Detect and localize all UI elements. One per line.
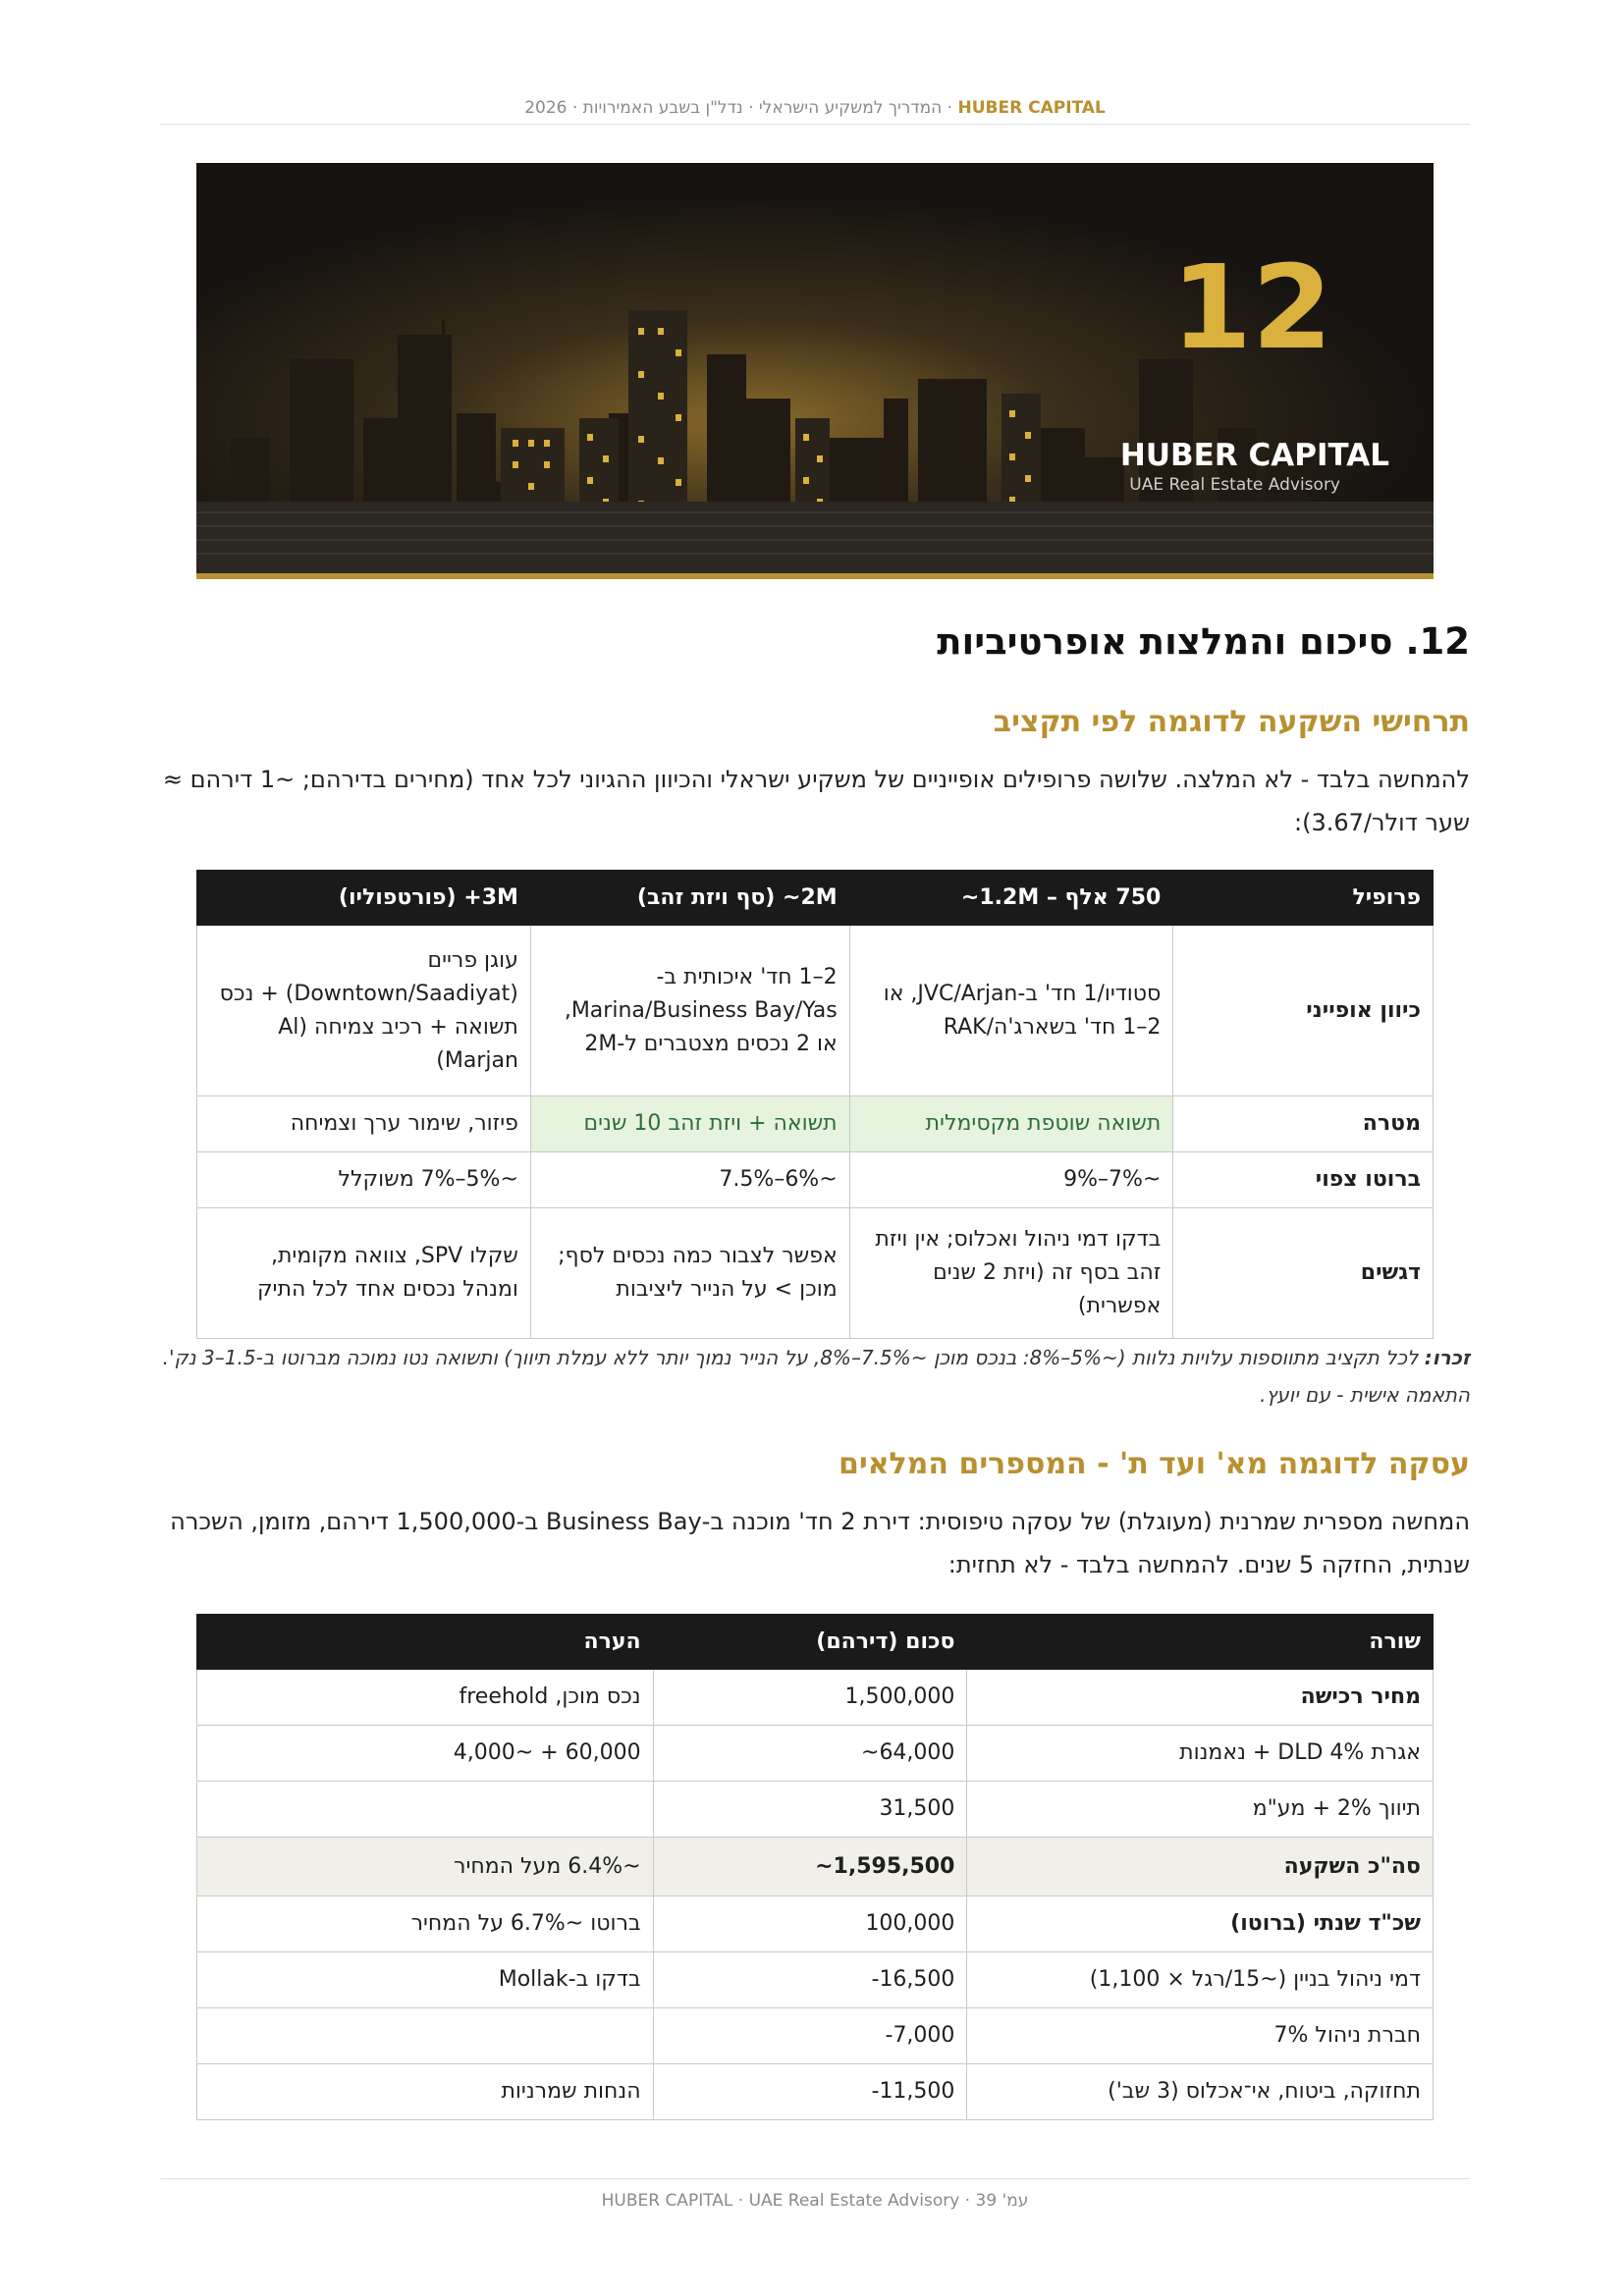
amount-cell: 64,000~ xyxy=(653,1726,967,1782)
note-cell: ברוטו ~6.7% על המחיר xyxy=(197,1896,654,1952)
table-cell: 2–1 חד' איכותית ב-Marina/Business Bay/Yas, או 2 נכסים מצטברים ל-2M xyxy=(530,926,849,1096)
profiles-header-cell: 750 אלף – 1.2M~ xyxy=(849,871,1173,926)
note-cell: 60,000 + ~4,000 xyxy=(197,1726,654,1782)
profiles-header-cell: 3M+ (פורטפוליו) xyxy=(197,871,531,926)
table-cell: ~7%–9% xyxy=(849,1152,1173,1208)
deal-header-cell: סכום (דירהם) xyxy=(653,1615,967,1670)
amount-cell: 16,500- xyxy=(653,1952,967,2008)
table-cell: פיזור, שימור ערך וצמיחה xyxy=(197,1096,531,1152)
header-title: המדריך למשקיע הישראלי · נדל"ן בשבע האמירויות · 2026 xyxy=(524,98,943,118)
footer-separator: · xyxy=(959,2191,976,2211)
deal-header-cell: הערה xyxy=(197,1615,654,1670)
deal-intro: המחשה מספרית שמרנית (מעוגלת) של עסקה טיפוסית: דירת 2 חד' מוכנה ב-Business Bay ב-1,500,000 דירהם, מזומן, השכרה שנתית, החזקה 5 שנים. להמחשה בלבד - לא תחזית: xyxy=(170,1508,1470,1578)
table-row xyxy=(197,1208,1434,1339)
page-footer xyxy=(160,2191,1470,2211)
note-cell: נכס מוכן, freehold xyxy=(197,1670,654,1726)
table-row xyxy=(197,1670,1434,1726)
page-number: עמ' 39 xyxy=(975,2191,1029,2211)
row-label: שכ"ד שנתי (ברוטו) xyxy=(967,1896,1434,1952)
profiles-header-cell: 2M~ (סף ויזת זהב) xyxy=(530,871,849,926)
header-separator: · xyxy=(942,98,958,118)
table-cell: תשואה + ויזת זהב 10 שנים xyxy=(530,1096,849,1152)
table-row xyxy=(197,1096,1434,1152)
banner-brand: HUBER CAPITAL xyxy=(1119,438,1389,473)
row-label: ברוטו צפוי xyxy=(1173,1152,1434,1208)
table-cell: ~5%–7% משוקלל xyxy=(197,1152,531,1208)
deal-table xyxy=(196,1614,1434,2120)
profiles-table xyxy=(196,870,1434,1339)
table-cell: עוגן פריים (Downtown/Saadiyat) + נכס תשואה + רכיב צמיחה (Al Marjan) xyxy=(197,926,531,1096)
row-label: סה"כ השקעה xyxy=(967,1838,1434,1896)
table-cell: שקלו SPV, צוואה מקומית, ומנהל נכסים אחד לכל התיק xyxy=(197,1208,531,1339)
amount-cell: 100,000 xyxy=(653,1896,967,1952)
row-label: כיוון אופייני xyxy=(1173,926,1434,1096)
header-divider xyxy=(160,124,1470,125)
footer-brand: HUBER CAPITAL · UAE Real Estate Advisory xyxy=(601,2191,960,2211)
deal-header-cell: שורה xyxy=(967,1615,1434,1670)
scenarios-heading: תרחישי השקעה לדוגמה לפי תקציב xyxy=(993,705,1470,739)
skyline-illustration xyxy=(196,163,1434,579)
amount-cell: 1,500,000 xyxy=(653,1670,967,1726)
table-row xyxy=(197,1782,1434,1838)
section-title: 12. סיכום והמלצות אופרטיביות xyxy=(937,620,1470,663)
row-label: תחזוקה, ביטוח, אי־אכלוס (3 שב') xyxy=(967,2064,1434,2120)
amount-cell: 31,500 xyxy=(653,1782,967,1838)
row-label: מחיר רכישה xyxy=(967,1670,1434,1726)
scenarios-intro: להמחשה בלבד - לא המלצה. שלושה פרופילים אופייניים של משקיע ישראלי והכיוון ההגיוני לכל אחד (מחירים בדירהם; ~1 דירהם ≈ שער דולר/3.67): xyxy=(162,766,1470,836)
table-row xyxy=(197,1152,1434,1208)
deal-heading: עסקה לדוגמה מא' ועד ת' - המספרים המלאים xyxy=(838,1447,1470,1481)
note-cell: הנחות שמרניות xyxy=(197,2064,654,2120)
profiles-header-row xyxy=(197,871,1434,926)
table-cell: אפשר לצבור כמה נכסים לסף; מוכן > על הנייר ליציבות xyxy=(530,1208,849,1339)
footer-divider xyxy=(160,2178,1470,2179)
row-label: חברת ניהול 7% xyxy=(967,2008,1434,2064)
deal-header-row xyxy=(197,1615,1434,1670)
amount-cell: 7,000- xyxy=(653,2008,967,2064)
table-row xyxy=(197,2064,1434,2120)
row-label: מטרה xyxy=(1173,1096,1434,1152)
table-cell: תשואה שוטפת מקסימלית xyxy=(849,1096,1173,1152)
table-row xyxy=(197,926,1434,1096)
row-label: אגרת DLD 4% + נאמנות xyxy=(967,1726,1434,1782)
budget-note xyxy=(160,1339,1470,1414)
table-row xyxy=(197,2008,1434,2064)
amount-cell: 1,595,500~ xyxy=(653,1838,967,1896)
row-label: דגשים xyxy=(1173,1208,1434,1339)
note-cell: ~6.4% מעל המחיר xyxy=(197,1838,654,1896)
running-header xyxy=(160,98,1470,118)
header-brand: HUBER CAPITAL xyxy=(957,98,1106,118)
table-row xyxy=(197,1952,1434,2008)
total-row xyxy=(197,1838,1434,1896)
profiles-header-cell: פרופיל xyxy=(1173,871,1434,926)
banner-chapter-number: 12 xyxy=(1170,240,1333,375)
note-label: זכרו: xyxy=(1424,1346,1470,1369)
note-text: לכל תקציב מתווספות עלויות נלוות (~5%–8%: בנכס מוכן ~7.5%–8%, על הנייר נמוך יותר ללא עמלת תיווך) ותשואה נטו נמוכה מברוטו ב-1.5–3 נק'. התאמה אישית - עם יועץ. xyxy=(162,1346,1470,1407)
table-cell: בדקו דמי ניהול ואכלוס; אין ויזת זהב בסף זה (ויזת 2 שנים אפשרית) xyxy=(849,1208,1173,1339)
chapter-banner xyxy=(196,163,1434,579)
row-label: דמי ניהול בניין (~15/רגל × 1,100) xyxy=(967,1952,1434,2008)
note-cell xyxy=(197,2008,654,2064)
amount-cell: 11,500- xyxy=(653,2064,967,2120)
note-cell xyxy=(197,1782,654,1838)
row-label: תיווך 2% + מע"מ xyxy=(967,1782,1434,1838)
note-cell: בדקו ב-Mollak xyxy=(197,1952,654,2008)
table-cell: סטודיו/1 חד' ב-JVC/Arjan, או 2–1 חד' בשארג'ה/RAK xyxy=(849,926,1173,1096)
table-row xyxy=(197,1726,1434,1782)
table-row xyxy=(197,1896,1434,1952)
banner-tagline: UAE Real Estate Advisory xyxy=(1129,475,1340,495)
table-cell: ~6%–7.5% xyxy=(530,1152,849,1208)
